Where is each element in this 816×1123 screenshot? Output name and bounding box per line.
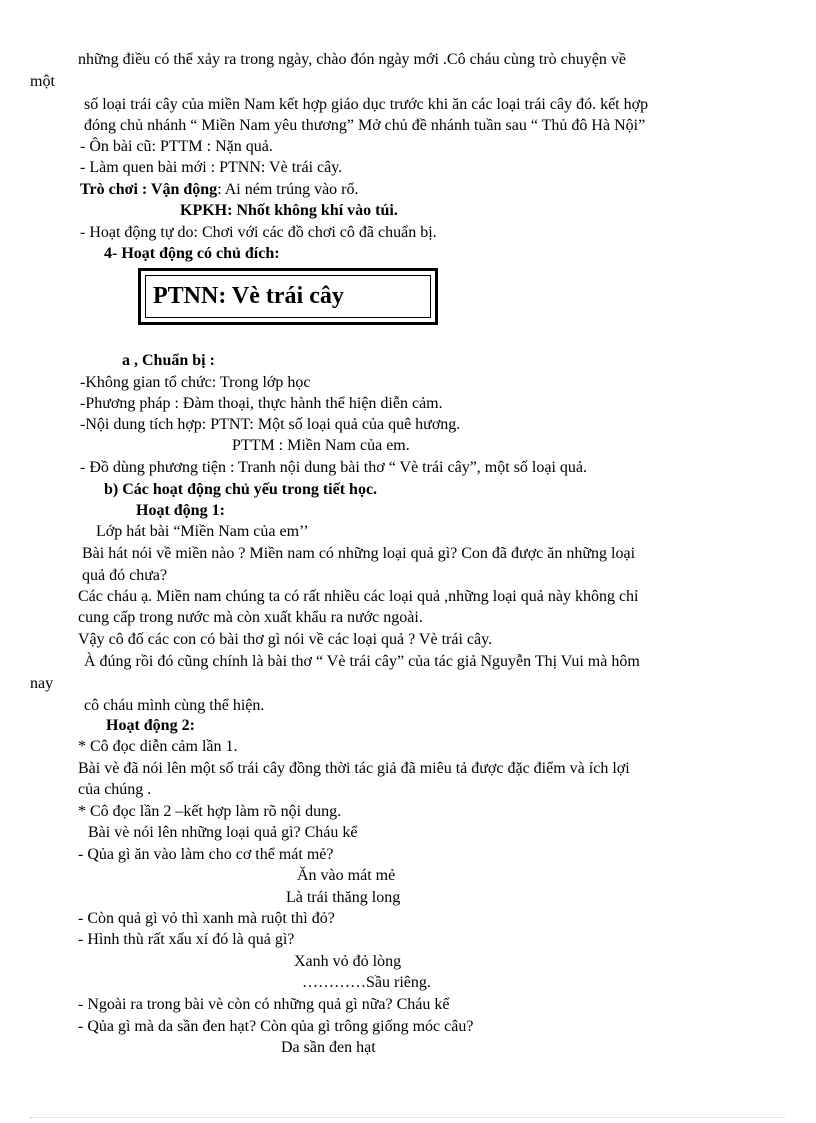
text-line: những điều có thể xảy ra trong ngày, chào đón ngày mới .Cô cháu cùng trò chuyện về <box>78 51 626 68</box>
text-line: - Ngoài ra trong bài vè còn có những quả gì nữa? Cháu kể <box>78 996 450 1013</box>
text-line: -Nội dung tích hợp: PTNT: Một số loại quả của quê hương. <box>80 416 461 433</box>
text-line: Bài hát nói về miền nào ? Miền nam có những loại quả gì? Con đã được ăn những loại <box>82 545 636 562</box>
activity-heading: Hoạt động 1: <box>136 502 225 519</box>
text-line: nay <box>30 675 54 692</box>
text-line: * Cô đọc lần 2 –kết hợp làm rõ nội dung. <box>78 803 342 820</box>
text-line: cô cháu mình cùng thể hiện. <box>84 697 265 714</box>
text-line: - Qủa gì mà da sần đen hạt? Còn qủa gì trông giống móc câu? <box>78 1018 474 1035</box>
text-line: một <box>30 73 55 90</box>
text-line: quả đó chưa? <box>82 567 168 584</box>
page-bottom-rule <box>30 1117 786 1118</box>
text-line: KPKH: Nhốt không khí vào túi. <box>180 202 398 219</box>
text-line: - Qủa gì ăn vào làm cho cơ thể mát mẻ? <box>78 846 334 863</box>
text-line: -Phương pháp : Đàm thoại, thực hành thể hiện diễn cảm. <box>80 395 443 412</box>
text-line: - Đồ dùng phương tiện : Tranh nội dung bài thơ “ Vè trái cây”, một số loại quả. <box>80 459 588 476</box>
poem-line: Xanh vỏ đỏ lòng <box>294 953 402 970</box>
poem-line: …………Sầu riêng. <box>302 974 431 991</box>
section-heading: b) Các hoạt động chủ yếu trong tiết học. <box>104 481 378 498</box>
text-line: Các cháu ạ. Miền nam chúng ta có rất nhiều các loại quả ,những loại quả này không chỉ <box>78 588 639 605</box>
text-line: À đúng rồi đó cũng chính là bài thơ “ Vè trái cây” của tác giả Nguyễn Thị Vui mà hôm <box>84 653 640 670</box>
text-line: PTTM : Miền Nam của em. <box>232 437 410 454</box>
section-heading: a , Chuẩn bị : <box>122 352 215 369</box>
text-line: số loại trái cây của miền Nam kết hợp giáo dục trước khi ăn các loại trái cây đó. kết hợp <box>84 96 649 113</box>
text-line: Bài vè đã nói lên một số trái cây đồng thời tác giả đã miêu tả được đặc điểm và ích lợi <box>78 760 630 777</box>
text-line: - Hình thù rất xấu xí đó là quả gì? <box>78 931 295 948</box>
text-line: Vậy cô đố các con có bài thơ gì nói về các loại quả ? Vè trái cây. <box>78 631 493 648</box>
text-line: - Làm quen bài mới : PTNN: Vè trái cây. <box>80 159 343 176</box>
text-line: đóng chủ nhánh “ Miền Nam yêu thương” Mở chủ đề nhánh tuần sau “ Thủ đô Hà Nội” <box>84 117 646 134</box>
game-text: : Ai ném trúng vào rổ. <box>217 181 359 198</box>
poem-line: Là trái thăng long <box>286 889 401 906</box>
poem-line: Da sần đen hạt <box>281 1039 376 1056</box>
lesson-title: PTNN: Vè trái cây <box>145 275 431 318</box>
text-line: cung cấp trong nước mà còn xuất khẩu ra nước ngoài. <box>78 609 423 626</box>
text-line: của chúng . <box>78 781 152 798</box>
text-line: - Hoạt động tự do: Chơi với các đồ chơi cô đã chuẩn bị. <box>80 224 437 241</box>
game-label: Trò chơi : Vận động <box>80 181 218 198</box>
text-line: -Không gian tổ chức: Trong lớp học <box>80 374 311 391</box>
text-line: - Ôn bài cũ: PTTM : Nặn quả. <box>80 138 273 155</box>
title-box <box>138 268 438 325</box>
text-line: Lớp hát bài “Miền Nam của em’’ <box>96 523 309 540</box>
text-line: - Còn quả gì vỏ thì xanh mà ruột thì đỏ? <box>78 910 335 927</box>
activity-heading: Hoạt động 2: <box>106 717 195 734</box>
poem-line: Ăn vào mát mẻ <box>297 867 396 884</box>
section-heading: 4- Hoạt động có chủ đích: <box>104 245 280 262</box>
text-line <box>80 180 359 200</box>
text-line: * Cô đọc diễn cảm lần 1. <box>78 738 238 755</box>
text-line: Bài vè nói lên những loại quả gì? Cháu kể <box>88 824 358 841</box>
